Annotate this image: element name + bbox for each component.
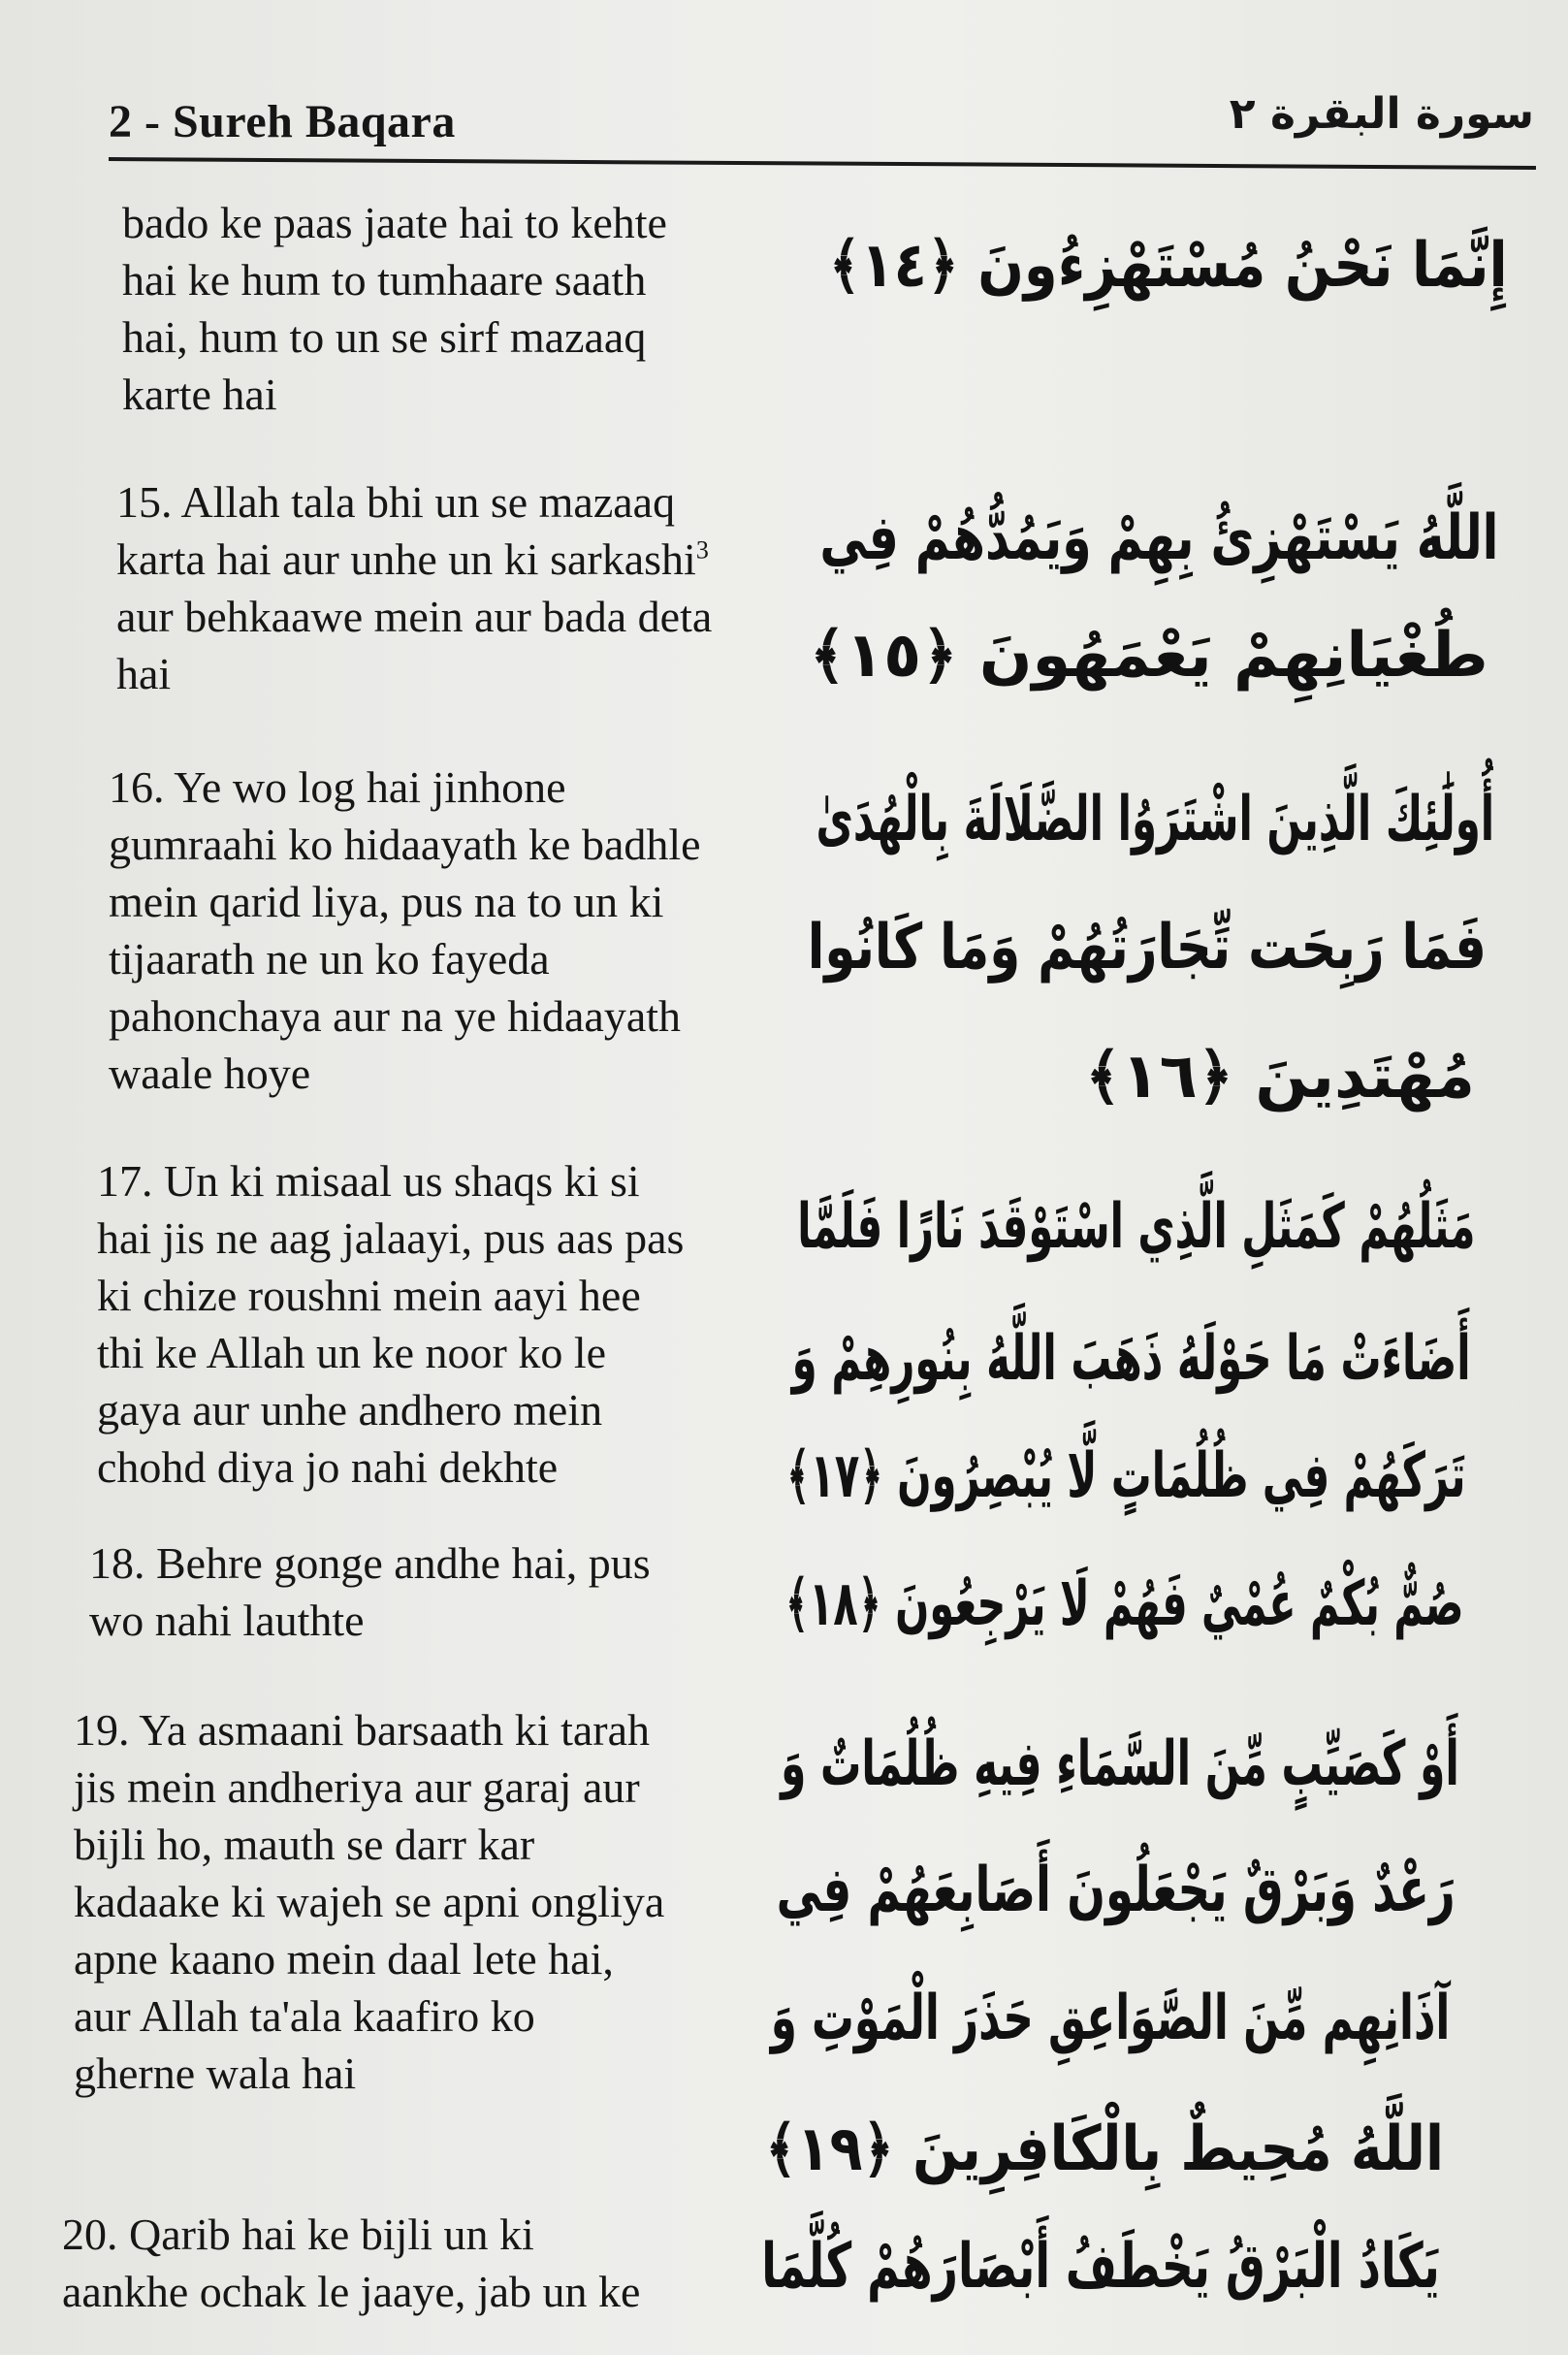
line: gumraahi ko hidaayath ke badhle (109, 820, 701, 869)
arabic-line: آذَانِهِم مِّنَ الصَّوَاعِقِ حَذَرَ الْمَوْتِ وَ (770, 1983, 1450, 2054)
line: 17. Un ki misaal us shaqs ki si (97, 1156, 640, 1206)
line: wo nahi lauthte (89, 1596, 365, 1645)
arabic-line: أَوْ كَصَيِّبٍ مِّنَ السَّمَاءِ فِيهِ ظُلُمَاتٌ وَ (781, 1728, 1459, 1800)
line: 15. Allah tala bhi un se mazaaq (116, 477, 676, 527)
line: chohd diya jo nahi dekhte (97, 1442, 559, 1492)
surah-title-arabic: سورة البقرة ٢ (1229, 89, 1534, 139)
line: apne kaano mein daal lete hai, (74, 1934, 614, 1984)
arabic-line: أُولَٰئِكَ الَّذِينَ اشْتَرَوُا الضَّلَالَةَ بِالْهُدَىٰ (816, 784, 1494, 855)
translation-entry-15 (116, 473, 785, 702)
line: 19. Ya asmaani barsaath ki tarah (74, 1705, 651, 1755)
line: aur Allah ta'ala kaafiro ko (74, 1991, 535, 2041)
line: hai (116, 649, 172, 698)
arabic-line: رَعْدٌ وَبَرْقٌ يَجْعَلُونَ أَصَابِعَهُمْ فِي (776, 1855, 1456, 1926)
line: thi ke Allah un ke noor ko le (97, 1328, 607, 1377)
translation-entry-19 (74, 1701, 751, 2102)
arabic-line: تَرَكَهُمْ فِي ظُلُمَاتٍ لَّا يُبْصِرُونَ ﴿١٧﴾ (785, 1440, 1465, 1512)
line: hai ke hum to tumhaare saath (122, 255, 647, 305)
line: aankhe ochak le jaaye, jab un ke (62, 2267, 641, 2316)
arabic-line: اللَّهُ يَسْتَهْزِئُ بِهِمْ وَيَمُدُّهُمْ فِي (819, 502, 1498, 574)
line: ki chize roushni mein aayi hee (97, 1271, 641, 1320)
translation-entry-14 (122, 194, 796, 423)
line: gherne wala hai (74, 2049, 357, 2098)
translation-entry-16 (109, 758, 780, 1102)
line: 16. Ye wo log hai jinhone (109, 762, 566, 812)
arabic-line: طُغْيَانِهِمْ يَعْمَهُونَ ﴿١٥﴾ (809, 620, 1488, 692)
arabic-line: فَمَا رَبِحَت تِّجَارَتُهُمْ وَمَا كَانُوا (807, 912, 1487, 984)
arabic-line: مَثَلُهُمْ كَمَثَلِ الَّذِي اسْتَوْقَدَ نَارًا فَلَمَّا (796, 1191, 1475, 1263)
line: jis mein andheriya aur garaj aur (74, 1762, 640, 1812)
line: 20. Qarib hai ke bijli un ki (62, 2210, 534, 2259)
line: kadaake ki wajeh se apni ongliya (74, 1877, 665, 1926)
line: mein qarid liya, pus na to un ki (109, 877, 664, 926)
line: karta hai aur unhe un ki sarkashi$^3$ (116, 534, 709, 584)
translation-entry-17 (97, 1152, 771, 1496)
arabic-line: يَكَادُ الْبَرْقُ يَخْطَفُ أَبْصَارَهُمْ كُلَّمَا (761, 2231, 1440, 2303)
arabic-line: مُهْتَدِينَ ﴿١٦﴾ (1085, 1041, 1475, 1113)
line: aur behkaawe mein aur bada deta (116, 592, 713, 641)
line: pahonchaya aur na ye hidaayath (109, 991, 682, 1041)
footnote-marker: 3 (695, 535, 709, 565)
arabic-line: إِنَّمَا نَحْنُ مُسْتَهْزِءُونَ ﴿١٤﴾ (829, 230, 1508, 302)
translation-entry-20 (62, 2206, 741, 2320)
line: hai jis ne aag jalaayi, pus aas pas (97, 1213, 685, 1263)
line: gaya aur unhe andhero mein (97, 1385, 603, 1435)
translation-entry-18 (89, 1534, 760, 1649)
line: bijli ho, mauth se darr kar (74, 1820, 535, 1869)
line: bado ke paas jaate hai to kehte (122, 198, 667, 247)
arabic-line: صُمٌّ بُكْمٌ عُمْيٌ فَهُمْ لَا يَرْجِعُونَ ﴿١٨﴾ (784, 1568, 1463, 1640)
arabic-line: اللَّهُ مُحِيطٌ بِالْكَافِرِينَ ﴿١٩﴾ (765, 2113, 1444, 2185)
surah-title-latin: 2 - Sureh Baqara (109, 96, 456, 147)
line: waale hoye (109, 1048, 311, 1098)
line: 18. Behre gonge andhe hai, pus (89, 1538, 651, 1588)
arabic-line: أَضَاءَتْ مَا حَوْلَهُ ذَهَبَ اللَّهُ بِنُورِهِمْ وَ (792, 1323, 1471, 1395)
line: hai, hum to un se sirf mazaaq (122, 312, 647, 362)
line: tijaarath ne un ko fayeda (109, 934, 550, 984)
line: karte hai (122, 370, 277, 419)
